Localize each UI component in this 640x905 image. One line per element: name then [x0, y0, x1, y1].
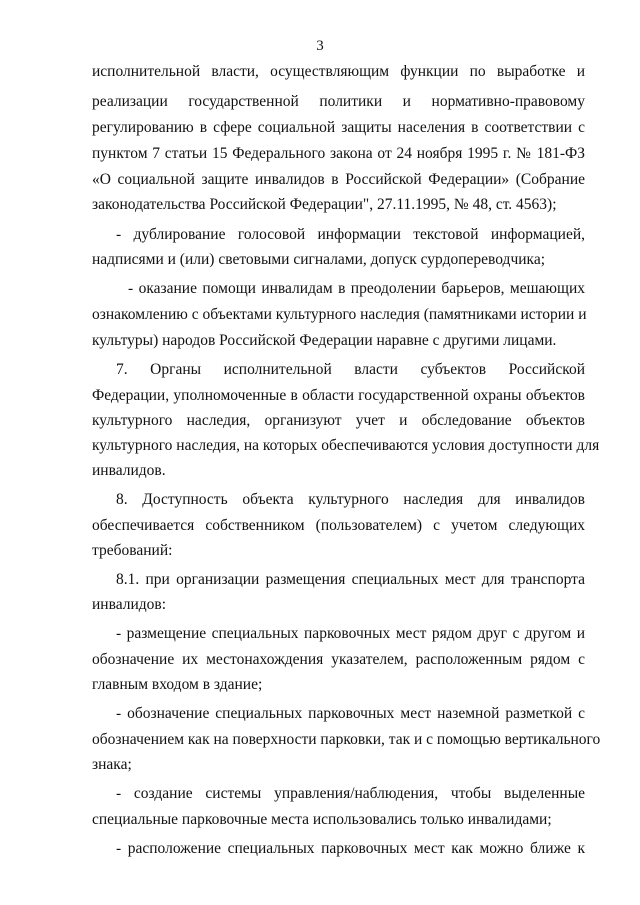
- text-line: обеспечивается собственником (пользователем) с учетом следующих: [92, 517, 585, 534]
- text-line: регулированию в сфере социальной защиты населения в соответствии с: [92, 119, 585, 136]
- text-line: специальные парковочные места использовались только инвалидами;: [92, 811, 552, 828]
- text-line: «О социальной защите инвалидов в Российской Федерации» (Собрание: [92, 171, 585, 188]
- text-line: ознакомлению с объектами культурного наследия (памятниками истории и: [92, 306, 587, 323]
- text-line: - размещение специальных парковочных мест рядом друг с другом и: [116, 625, 585, 642]
- text-line: главным входом в здание;: [92, 676, 263, 693]
- text-line: Федерации, уполномоченные в области государственной охраны объектов: [92, 387, 585, 404]
- text-line: обозначение их местонахождения указателем, расположенным рядом с: [92, 651, 585, 668]
- text-line: 8. Доступность объекта культурного наследия для инвалидов: [116, 491, 585, 508]
- text-line: исполнительной власти, осуществляющим функции по выработке и: [92, 63, 585, 80]
- text-line: надписями и (или) световыми сигналами, допуск сурдопереводчика;: [92, 251, 546, 268]
- text-line: знака;: [92, 756, 132, 773]
- text-line: реализации государственной политики и нормативно-правовому: [92, 93, 585, 110]
- text-line: пунктом 7 статьи 15 Федерального закона от 24 ноября 1995 г. № 181-ФЗ: [92, 145, 585, 162]
- text-line: 8.1. при организации размещения специальных мест для транспорта: [116, 571, 585, 588]
- text-line: - расположение специальных парковочных мест как можно ближе к: [116, 840, 585, 857]
- text-line: культурного наследия, на которых обеспечиваются условия доступности для: [92, 437, 600, 454]
- text-line: законодательства Российской Федерации", 27.11.1995, № 48, ст. 4563);: [92, 196, 557, 213]
- text-line: обозначением как на поверхности парковки, так и с помощью вертикального: [92, 731, 601, 748]
- text-line: культурного наследия, организуют учет и обследование объектов: [92, 412, 585, 429]
- text-line: - обозначение специальных парковочных мест наземной разметкой с: [116, 705, 585, 722]
- text-line: культуры) народов Российской Федерации наравне с другими лицами.: [92, 332, 557, 349]
- page-number: 3: [316, 38, 324, 54]
- text-line: требований:: [92, 542, 173, 559]
- text-line: - создание системы управления/наблюдения, чтобы выделенные: [116, 785, 585, 802]
- text-line: инвалидов:: [92, 596, 167, 613]
- text-line: инвалидов.: [92, 462, 166, 479]
- text-line: - оказание помощи инвалидам в преодолении барьеров, мешающих: [128, 280, 585, 297]
- text-line: 7. Органы исполнительной власти субъектов Российской: [116, 361, 585, 378]
- text-line: - дублирование голосовой информации текстовой информацией,: [116, 226, 585, 243]
